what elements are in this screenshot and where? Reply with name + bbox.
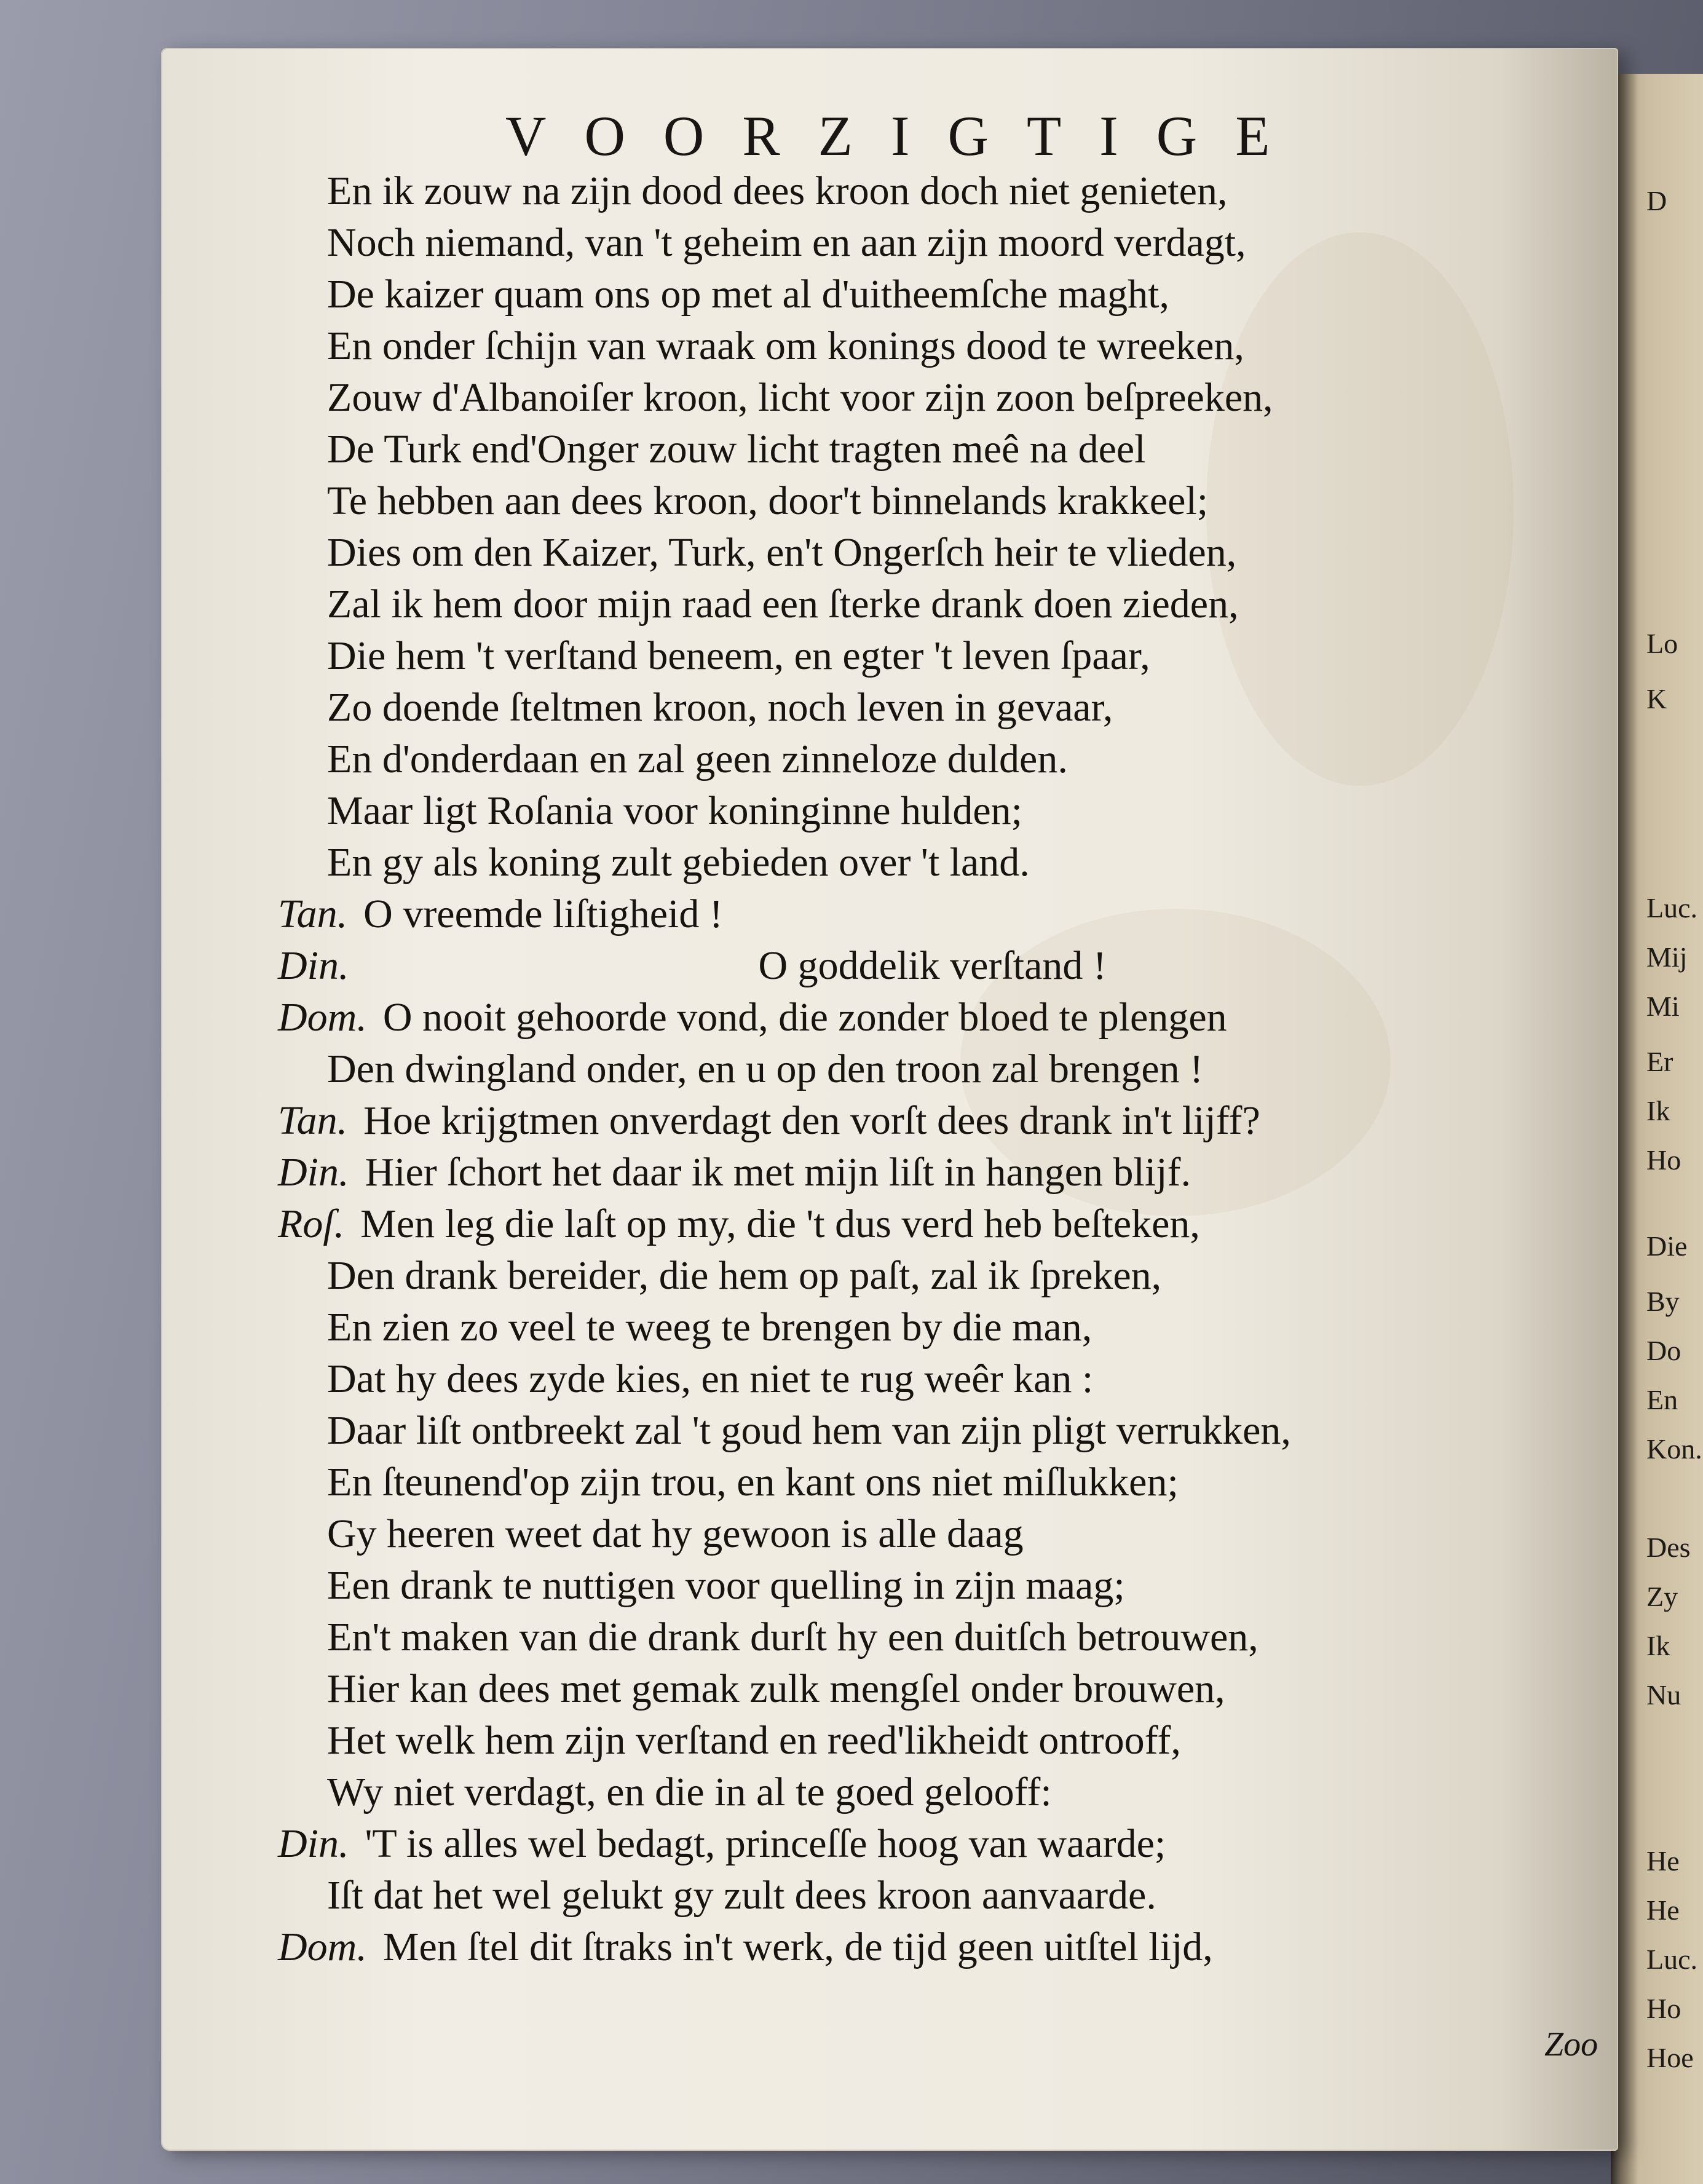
facing-page-fragment: Ik — [1646, 1630, 1670, 1661]
verse-text: O vreemde liſtigheid ! — [363, 892, 723, 936]
verse-line: Dat hy dees zyde kies, en niet te rug weêr kan : — [327, 1356, 1094, 1401]
facing-page-fragment: Die — [1646, 1230, 1688, 1262]
facing-page-fragment: Er — [1646, 1046, 1673, 1077]
facing-page-fragment: Luc. — [1646, 892, 1698, 924]
facing-page-fragment: Lo — [1646, 628, 1678, 659]
verse-line: Noch niemand, van 't geheim en aan zijn moord verdagt, — [327, 220, 1246, 265]
verse-line: Maar ligt Roſania voor koninginne hulden; — [327, 788, 1022, 833]
facing-page-fragment: Mi — [1646, 991, 1680, 1022]
speaker-label: Dom. — [278, 995, 367, 1040]
verse-text: O goddelik verſtand ! — [758, 943, 1107, 988]
facing-page-edge — [1611, 74, 1703, 2184]
speaker-label: Din. — [278, 943, 349, 988]
verse-line — [278, 1098, 1260, 1142]
facing-page-fragment: Mij — [1646, 941, 1688, 973]
verse-line: Zo doende ſteltmen kroon, noch leven in gevaar, — [327, 685, 1113, 730]
verse-line: Dies om den Kaizer, Turk, en't Ongerſch heir te vlieden, — [327, 530, 1237, 575]
facing-page-fragment: K — [1646, 683, 1667, 714]
verse-text: Hoe krijgtmen onverdagt den vorſt dees drank in't lijff? — [363, 1098, 1260, 1143]
speaker-label: Tan. — [278, 892, 348, 936]
verse-line: Een drank te nuttigen voor quelling in zijn maag; — [327, 1563, 1125, 1608]
facing-page-fragment: Zy — [1646, 1581, 1678, 1612]
facing-page-fragment: En — [1646, 1384, 1678, 1415]
verse-line: En ſteunend'op zijn trou, en kant ons niet miſlukken; — [327, 1460, 1179, 1505]
facing-page-fragment: D — [1646, 185, 1667, 216]
verse-line — [278, 1201, 1200, 1245]
verse-line: Den drank bereider, die hem op paſt, zal ik ſpreken, — [327, 1253, 1162, 1298]
verse-line: Den dwingland onder, en u op den troon zal brengen ! — [327, 1046, 1204, 1091]
facing-page-fragment: He — [1646, 1845, 1680, 1877]
verse-line: De kaizer quam ons op met al d'uitheemſche maght, — [327, 272, 1169, 317]
verse-text: 'T is alles wel bedagt, princeſſe hoog van waarde; — [365, 1821, 1166, 1866]
verse-line — [278, 1149, 1191, 1193]
facing-page-fragment: Kon. — [1646, 1433, 1702, 1465]
verse-text: Men ſtel dit ſtraks in't werk, de tijd geen uitſtel lijd, — [382, 1925, 1213, 1969]
verse-line: Wy niet verdagt, en die in al te goed gelooff: — [327, 1770, 1052, 1814]
verse-line: Het welk hem zijn verſtand en reed'likheidt ontrooff, — [327, 1718, 1181, 1763]
speaker-label: Dom. — [278, 1925, 367, 1969]
verse-line: En ik zouw na zijn dood dees kroon doch niet genieten, — [327, 168, 1228, 213]
running-head: VOORZIGTIGE — [505, 105, 1308, 167]
verse-line: Te hebben aan dees kroon, door't binnelands krakkeel; — [327, 478, 1209, 523]
verse-line: En zien zo veel te weeg te brengen by die man, — [327, 1305, 1093, 1350]
facing-page-fragment: Des — [1646, 1532, 1691, 1563]
facing-page-fragment: By — [1646, 1286, 1680, 1317]
facing-page-fragment: Hoe — [1646, 2042, 1694, 2073]
verse-line: Zal ik hem door mijn raad een ſterke drank doen zieden, — [327, 582, 1239, 627]
verse-line: Daar liſt ontbreekt zal 't goud hem van zijn pligt verrukken, — [327, 1408, 1291, 1453]
facing-page-fragment: Do — [1646, 1335, 1681, 1366]
verse-line — [278, 891, 723, 935]
speaker-label: Din. — [278, 1150, 349, 1195]
facing-page-fragment: He — [1646, 1894, 1680, 1926]
speaker-label: Roſ. — [278, 1201, 345, 1246]
verse-text: Men leg die laſt op my, die 't dus verd heb beſteken, — [360, 1201, 1200, 1246]
facing-page-fragment: Ho — [1646, 1993, 1681, 2024]
facing-page-fragment: Ik — [1646, 1095, 1670, 1126]
verse-line: En onder ſchijn van wraak om konings dood te wreeken, — [327, 323, 1244, 368]
verse-line: De Turk end'Onger zouw licht tragten meê na deel — [327, 427, 1146, 472]
verse-line: Gy heeren weet dat hy gewoon is alle daag — [327, 1511, 1024, 1556]
verse-line: En't maken van die drank durſt hy een duitſch betrouwen, — [327, 1615, 1258, 1660]
verse-line — [278, 943, 1107, 987]
verse-line: Iſt dat het wel gelukt gy zult dees kroon aanvaarde. — [327, 1873, 1156, 1918]
verse-line — [278, 994, 1227, 1039]
verse-line: En d'onderdaan en zal geen zinneloze dulden. — [327, 737, 1068, 781]
verse-line: Zouw d'Albanoiſer kroon, licht voor zijn zoon beſpreeken, — [327, 375, 1273, 420]
verse-text: Hier ſchort het daar ik met mijn liſt in hangen blijf. — [365, 1150, 1191, 1195]
verse-line: En gy als koning zult gebieden over 't land. — [327, 840, 1030, 885]
verse-text: O nooit gehoorde vond, die zonder bloed te plengen — [382, 995, 1227, 1040]
facing-page-fragment: Nu — [1646, 1679, 1681, 1711]
facing-page-fragment: Luc. — [1646, 1944, 1698, 1975]
speaker-label: Din. — [278, 1821, 349, 1866]
verse-line: Die hem 't verſtand beneem, en egter 't leven ſpaar, — [327, 633, 1150, 678]
facing-page-fragment: Ho — [1646, 1144, 1681, 1176]
verse-line — [278, 1821, 1166, 1865]
catchword: Zoo — [1544, 2025, 1598, 2063]
speaker-label: Tan. — [278, 1098, 348, 1143]
book-page — [161, 48, 1618, 2151]
verse-line — [278, 1924, 1213, 1968]
verse-line: Hier kan dees met gemak zulk mengſel onder brouwen, — [327, 1666, 1225, 1711]
